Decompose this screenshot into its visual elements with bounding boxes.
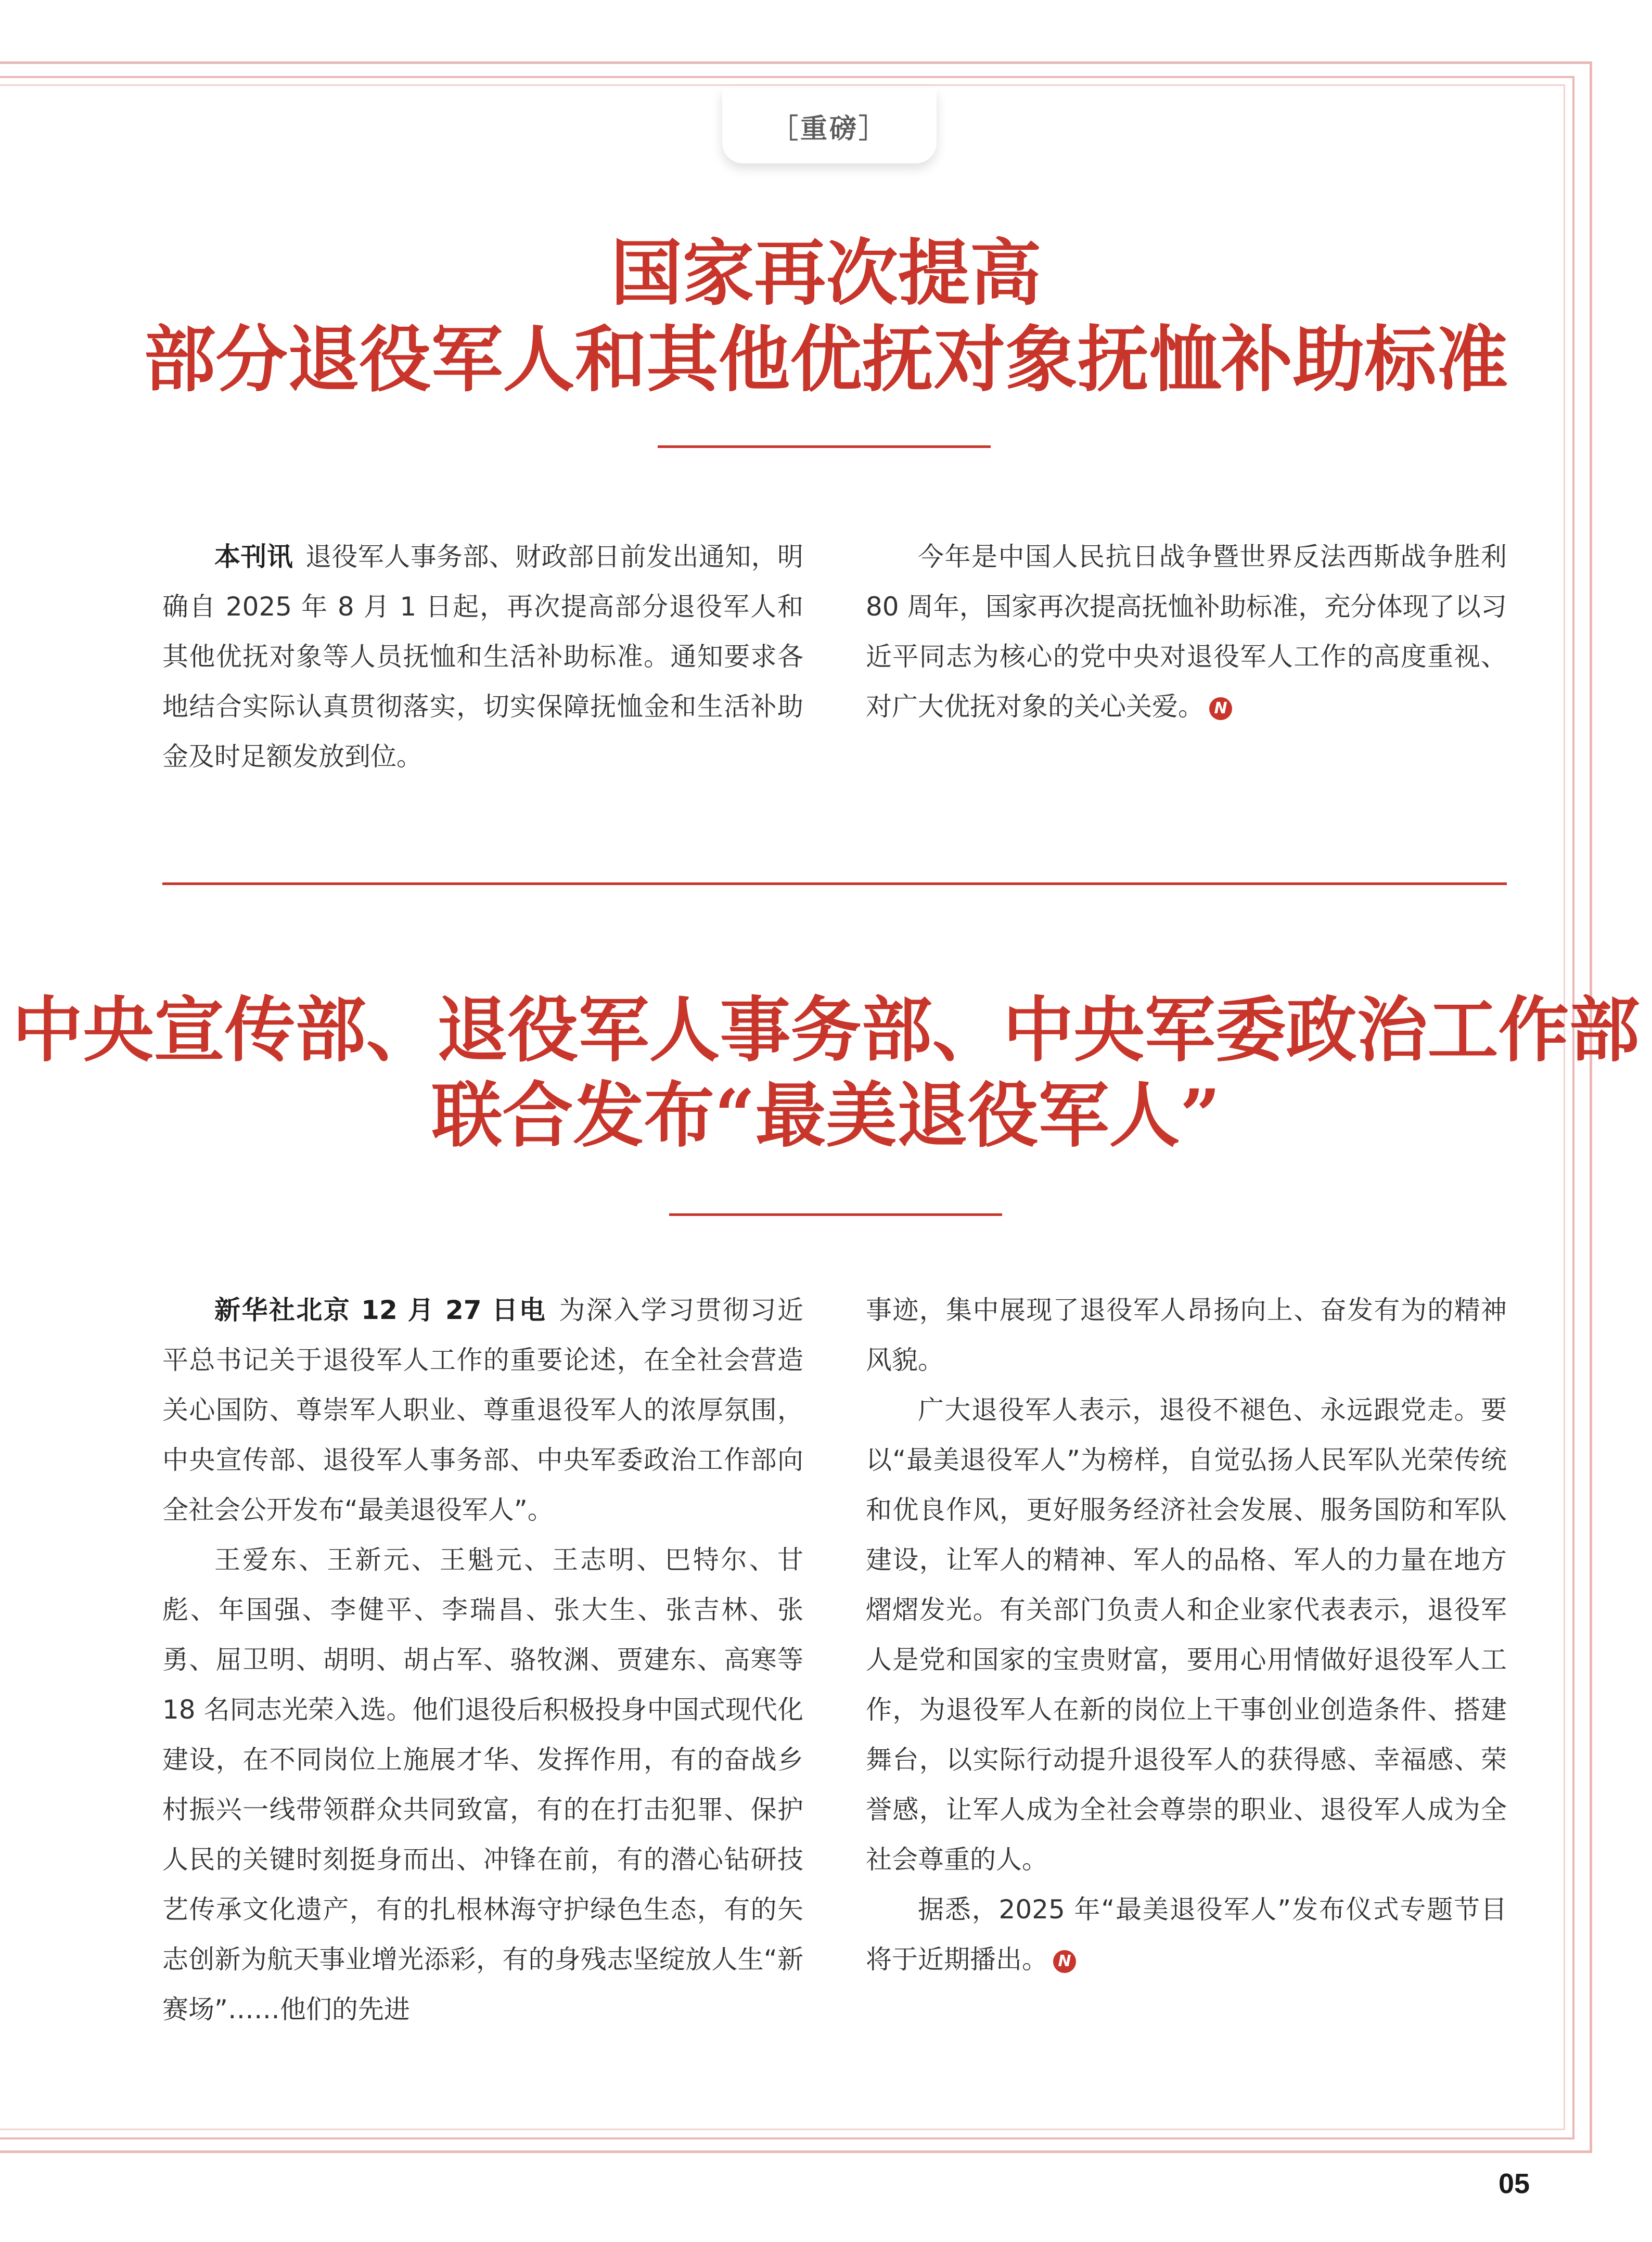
article1-paragraph <box>866 532 1507 732</box>
article2-title-line: 联合发布“最美退役军人” <box>431 1074 1221 1157</box>
page-number: 05 <box>1499 2168 1530 2199</box>
article2-body-text: 为深入学习贯彻习近平总书记关于退役军人工作的重要论述，在全社会营造关心国防、尊崇军人职业、尊重退役军人的浓厚氛围，中央宣传部、退役军人事务部、中央军委政治工作部向全社会公开发布“最美退役军人”。 <box>162 1295 803 1525</box>
article1-left-column <box>162 532 803 782</box>
section-tag: ［重磅］ <box>722 88 937 163</box>
article1-body-text: 今年是中国人民抗日战争暨世界反法西斯战争胜利 80 周年，国家再次提高抚恤补助标准，充分体现了以习近平同志为核心的党中央对退役军人工作的高度重视、对广大优抚对象的关心关爱。 <box>866 542 1507 722</box>
article1-title-line: 部分退役军人和其他优抚对象抚恤补助标准 <box>144 317 1508 402</box>
article1-title-line: 国家再次提高 <box>610 230 1042 315</box>
article2-body-text: 王爱东、王新元、王魁元、王志明、巴特尔、甘彪、年国强、李健平、李瑞昌、张大生、张吉林、张勇、屈卫明、胡明、胡占军、骆牧渊、贾建东、高寒等 18 名同志光荣入选。他们退役后积极投身中国式现代化建设，在不同岗位上施展才华、发挥作用，有的奋战乡村振兴一线带领群众共同致富，有的在打击犯罪、保护人民的关键时刻挺身而出、冲锋在前，有的潜心钻研技艺传承文化遗产，有的扎根林海守护绿色生态，有的矢志创新为航天事业增光添彩，有的身残志坚绽放人生“新赛场”……他们的先进 <box>162 1545 803 2025</box>
newspaper-end-icon: N <box>1209 697 1232 720</box>
article2-paragraph <box>866 1885 1507 1984</box>
newspaper-end-icon: N <box>1053 1950 1076 1973</box>
article1-lead: 本刊讯 <box>214 542 293 572</box>
article2-paragraph <box>162 1535 803 2034</box>
article2-left-column <box>162 1285 803 2034</box>
article-divider <box>162 882 1507 885</box>
article1-title-rule <box>658 445 991 448</box>
article2-paragraph <box>866 1385 1507 1885</box>
article2-body-text: 据悉，2025 年“最美退役军人”发布仪式专题节目将于近期播出。 <box>866 1894 1507 1975</box>
article1-paragraph <box>162 532 803 782</box>
article2-lead: 新华社北京 12 月 27 日电 <box>214 1295 547 1325</box>
article2-paragraph-continued <box>866 1285 1507 1385</box>
article2-right-column <box>866 1285 1507 1984</box>
article1-title <box>0 230 1652 403</box>
article2-body-text: 事迹，集中展现了退役军人昂扬向上、奋发有为的精神风貌。 <box>866 1295 1507 1375</box>
article2-paragraph <box>162 1285 803 1535</box>
article2-title-line: 中央宣传部、退役军人事务部、中央军委政治工作部 <box>12 989 1640 1072</box>
article2-title <box>0 988 1652 1158</box>
article1-body-text: 退役军人事务部、财政部日前发出通知，明确自 2025 年 8 月 1 日起，再次提高部分退役军人和其他优抚对象等人员抚恤和生活补助标准。通知要求各地结合实际认真贯彻落实，切实保障抚恤金和生活补助金及时足额发放到位。 <box>162 542 804 772</box>
article2-body-text: 广大退役军人表示，退役不褪色、永远跟党走。要以“最美退役军人”为榜样，自觉弘扬人民军队光荣传统和优良作风，更好服务经济社会发展、服务国防和军队建设，让军人的精神、军人的品格、军人的力量在地方熠熠发光。有关部门负责人和企业家代表表示，退役军人是党和国家的宝贵财富，要用心用情做好退役军人工作，为退役军人在新的岗位上干事创业创造条件、搭建舞台，以实际行动提升退役军人的获得感、幸福感、荣誉感，让军人成为全社会尊崇的职业、退役军人成为全社会尊重的人。 <box>866 1395 1507 1875</box>
article2-title-rule <box>669 1213 1002 1216</box>
article1-right-column <box>866 532 1507 732</box>
